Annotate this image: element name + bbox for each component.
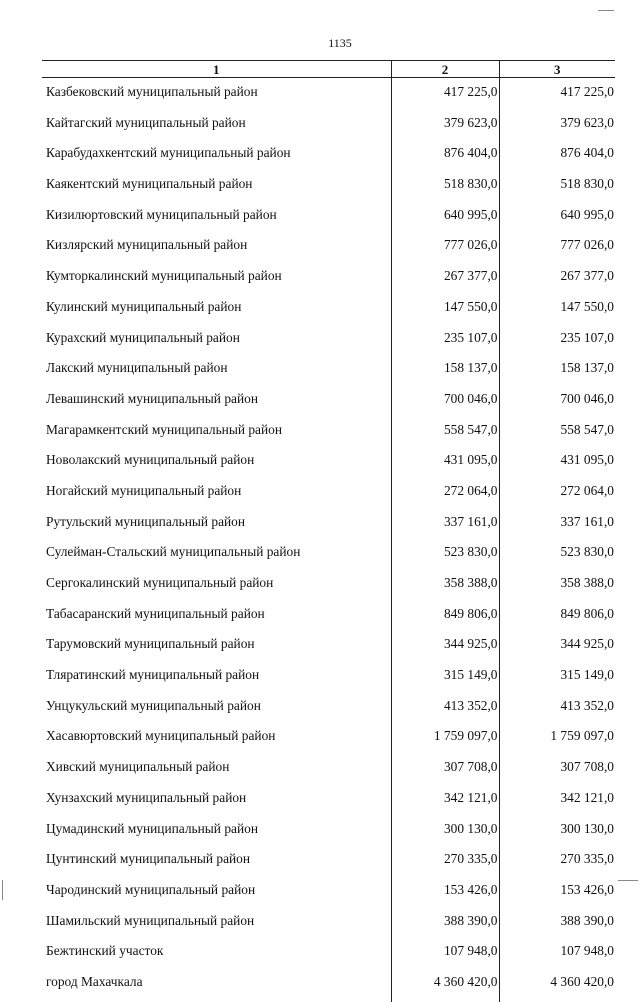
table-row: [42, 78, 615, 109]
row-name-cell: Хунзахский муниципальный район: [46, 789, 247, 805]
row-col2-cell: 4 360 420,0: [391, 968, 499, 1002]
row-col2-cell: 147 550,0: [391, 293, 499, 324]
table-row: [42, 753, 615, 784]
row-col3-cell: 523 830,0: [560, 544, 614, 560]
row-col3-cell: 342 121,0: [560, 789, 614, 805]
row-col3-cell: 300 130,0: [560, 820, 614, 836]
row-col2-cell: 523 830,0: [391, 538, 499, 569]
row-col2-cell: 272 064,0: [391, 477, 499, 508]
row-name-cell: Чародинский муниципальный район: [46, 881, 256, 897]
row-col2-cell: 315 149,0: [391, 661, 499, 692]
scan-edge-mark: [598, 10, 614, 11]
row-col2-cell: 1 759 097,0: [391, 722, 499, 753]
column-header-1: 1: [42, 61, 391, 78]
row-col2-cell: 358 388,0: [391, 569, 499, 600]
row-col2-cell: 300 130,0: [391, 815, 499, 846]
row-col3-cell: 270 335,0: [560, 851, 614, 867]
table-header-row: [42, 61, 615, 78]
row-col2-cell: 388 390,0: [391, 907, 499, 938]
table-row: [42, 109, 615, 140]
table-row: [42, 170, 615, 201]
table-row: [42, 538, 615, 569]
row-col3-cell: 344 925,0: [560, 636, 614, 652]
row-col3-cell: 413 352,0: [560, 697, 614, 713]
row-name-cell: Кумторкалинский муниципальный район: [46, 268, 282, 284]
table-row: [42, 508, 615, 539]
row-col3-cell: 388 390,0: [560, 912, 614, 928]
row-name-cell: Сергокалинский муниципальный район: [46, 575, 274, 590]
row-col3-cell: 876 404,0: [560, 145, 614, 161]
row-col2-cell: 777 026,0: [391, 231, 499, 262]
table-row: [42, 630, 615, 661]
table-row: [42, 937, 615, 968]
row-col3-cell: 4 360 420,0: [550, 973, 614, 989]
row-col3-cell: 158 137,0: [560, 360, 614, 376]
row-name-cell: Курахский муниципальный район: [46, 329, 240, 345]
row-col3-cell: 558 547,0: [560, 421, 614, 437]
table-row: [42, 139, 615, 170]
table-row: [42, 324, 615, 355]
row-col2-cell: 413 352,0: [391, 692, 499, 723]
row-name-cell: Кизлярский муниципальный район: [46, 237, 248, 253]
scan-edge-mark: [618, 880, 638, 881]
row-name-cell: Шамильский муниципальный район: [46, 912, 255, 928]
table-row: [42, 692, 615, 723]
table-row: [42, 815, 615, 846]
row-col3-cell: 700 046,0: [560, 390, 614, 406]
row-name-cell: Кайтагский муниципальный район: [46, 114, 246, 130]
row-name-cell: Хасавюртовский муниципальный район: [46, 728, 276, 744]
row-col2-cell: 640 995,0: [391, 201, 499, 232]
row-name-cell: Рутульский муниципальный район: [46, 513, 246, 529]
row-col2-cell: 107 948,0: [391, 937, 499, 968]
row-col3-cell: 235 107,0: [560, 329, 614, 345]
row-col3-cell: 358 388,0: [560, 575, 614, 590]
row-col2-cell: 558 547,0: [391, 416, 499, 447]
row-name-cell: Ногайский муниципальный район: [46, 482, 242, 498]
row-col2-cell: 518 830,0: [391, 170, 499, 201]
row-name-cell: Табасаранский муниципальный район: [46, 605, 265, 621]
row-col2-cell: 417 225,0: [391, 78, 499, 109]
row-col2-cell: 270 335,0: [391, 845, 499, 876]
page-number: 1135: [328, 36, 352, 50]
row-name-cell: Цумадинский муниципальный район: [46, 820, 258, 836]
scan-edge-mark: [2, 880, 3, 900]
table-row: [42, 968, 615, 1002]
row-col3-cell: 849 806,0: [560, 605, 614, 621]
budget-table: [42, 60, 615, 1002]
row-col2-cell: 700 046,0: [391, 385, 499, 416]
table-row: [42, 569, 615, 600]
row-col3-cell: 272 064,0: [560, 482, 614, 498]
table-row: [42, 446, 615, 477]
row-name-cell: Кулинский муниципальный район: [46, 298, 242, 314]
table-row: [42, 354, 615, 385]
row-name-cell: город Махачкала: [46, 973, 143, 989]
table-row: [42, 784, 615, 815]
row-col2-cell: 849 806,0: [391, 600, 499, 631]
table-row: [42, 416, 615, 447]
row-col3-cell: 307 708,0: [560, 759, 614, 775]
row-col2-cell: 158 137,0: [391, 354, 499, 385]
row-col3-cell: 777 026,0: [560, 237, 614, 253]
row-name-cell: Каякентский муниципальный район: [46, 176, 253, 192]
table-row: [42, 477, 615, 508]
row-col2-cell: 431 095,0: [391, 446, 499, 477]
table-row: [42, 876, 615, 907]
row-name-cell: Сулейман-Стальский муниципальный район: [46, 544, 301, 560]
table-row: [42, 907, 615, 938]
table-row: [42, 845, 615, 876]
row-col3-cell: 147 550,0: [560, 298, 614, 314]
row-col2-cell: 379 623,0: [391, 109, 499, 140]
row-col2-cell: 342 121,0: [391, 784, 499, 815]
row-col2-cell: 307 708,0: [391, 753, 499, 784]
table-row: [42, 262, 615, 293]
row-name-cell: Карабудахкентский муниципальный район: [46, 145, 291, 161]
row-name-cell: Унцукульский муниципальный район: [46, 697, 261, 713]
row-col3-cell: 379 623,0: [560, 114, 614, 130]
row-col2-cell: 267 377,0: [391, 262, 499, 293]
table-row: [42, 600, 615, 631]
row-col3-cell: 107 948,0: [560, 943, 614, 959]
row-col3-cell: 431 095,0: [560, 452, 614, 468]
row-col3-cell: 153 426,0: [560, 881, 614, 897]
row-col2-cell: 344 925,0: [391, 630, 499, 661]
column-header-2: 2: [391, 61, 499, 78]
table-row: [42, 722, 615, 753]
row-col3-cell: 1 759 097,0: [550, 728, 614, 744]
row-name-cell: Новолакский муниципальный район: [46, 452, 255, 468]
row-name-cell: Левашинский муниципальный район: [46, 390, 258, 406]
row-name-cell: Магарамкентский муниципальный район: [46, 421, 283, 437]
row-col2-cell: 235 107,0: [391, 324, 499, 355]
table-body: [42, 78, 615, 1002]
table-row: [42, 293, 615, 324]
row-name-cell: Хивский муниципальный район: [46, 759, 230, 775]
row-col3-cell: 315 149,0: [560, 667, 614, 683]
row-name-cell: Тарумовский муниципальный район: [46, 636, 255, 652]
row-name-cell: Кизилюртовский муниципальный район: [46, 206, 277, 222]
column-header-3: 3: [499, 61, 615, 78]
row-col2-cell: 153 426,0: [391, 876, 499, 907]
row-col2-cell: 876 404,0: [391, 139, 499, 170]
table-row: [42, 661, 615, 692]
row-col3-cell: 267 377,0: [560, 268, 614, 284]
row-name-cell: Казбековский муниципальный район: [46, 84, 258, 99]
table-row: [42, 231, 615, 262]
row-name-cell: Тляратинский муниципальный район: [46, 667, 260, 683]
row-name-cell: Лакский муниципальный район: [46, 360, 228, 376]
table-row: [42, 385, 615, 416]
table-row: [42, 201, 615, 232]
row-name-cell: Бежтинский участок: [46, 943, 164, 959]
row-name-cell: Цунтинский муниципальный район: [46, 851, 251, 867]
row-col3-cell: 417 225,0: [560, 84, 614, 99]
row-col2-cell: 337 161,0: [391, 508, 499, 539]
row-col3-cell: 518 830,0: [560, 176, 614, 192]
row-col3-cell: 337 161,0: [560, 513, 614, 529]
row-col3-cell: 640 995,0: [560, 206, 614, 222]
